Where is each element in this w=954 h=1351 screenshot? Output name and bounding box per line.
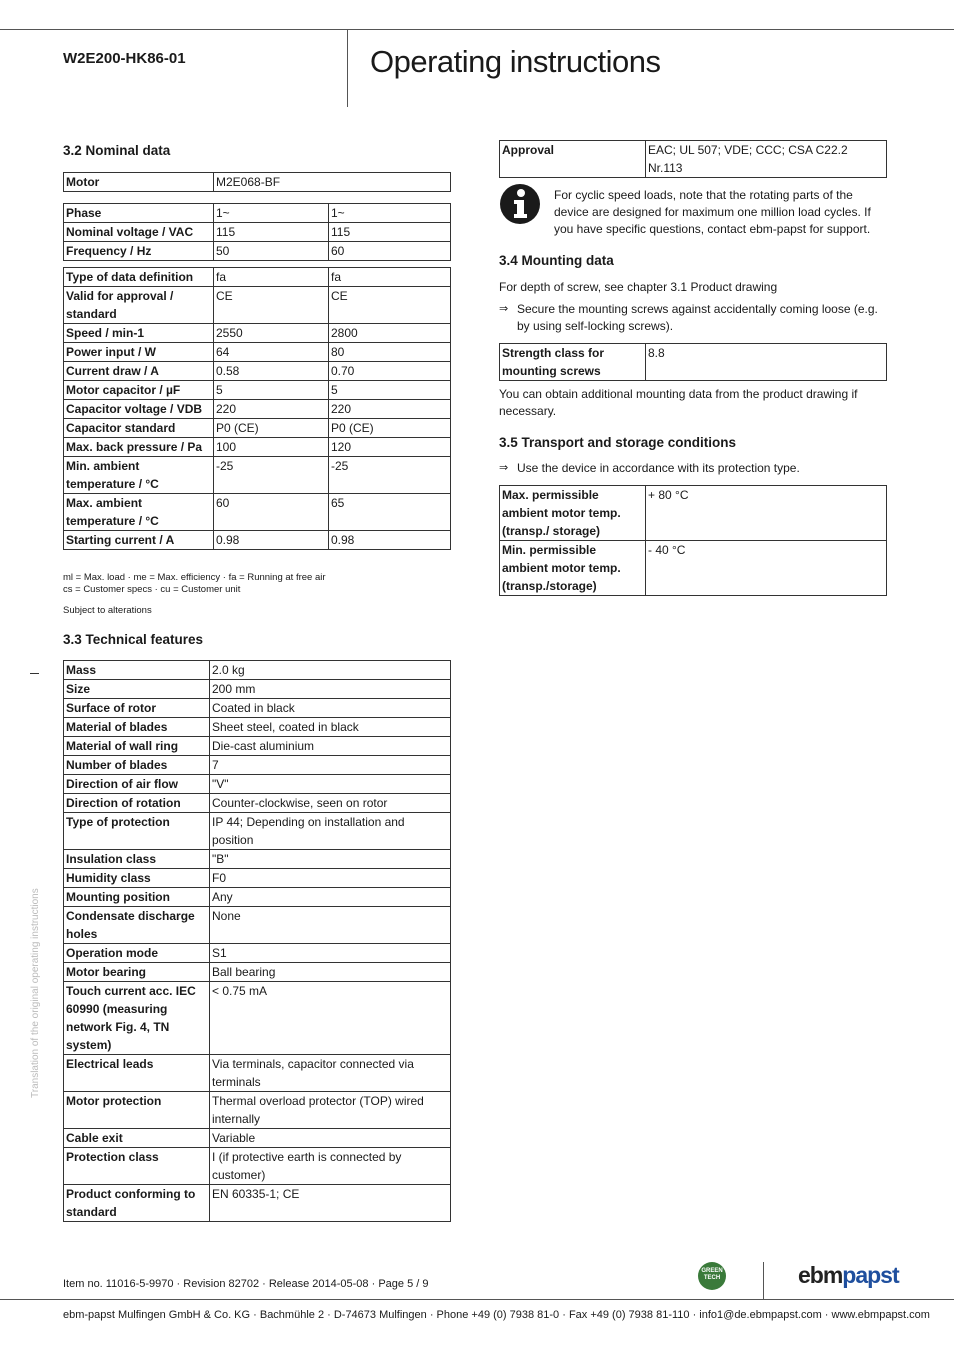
row-label: Mounting position (64, 888, 210, 907)
table-row (64, 204, 451, 223)
table-row (64, 982, 451, 1055)
row-value: IP 44; Depending on installation and position (210, 813, 451, 850)
side-translation-note: Translation of the original operating instructions (30, 888, 41, 1098)
row-value: 1~ (329, 204, 451, 223)
row-value: None (210, 907, 451, 944)
row-label: Valid for approval / standard (64, 287, 214, 324)
row-value: F0 (210, 869, 451, 888)
table-row (64, 223, 451, 242)
mounting-bullet-text: Secure the mounting screws against accidentally coming loose (e.g. by using self-locking screws). (517, 302, 878, 333)
row-label: Current draw / A (64, 362, 214, 381)
legend-line-2: cs = Customer specs · cu = Customer unit (63, 584, 241, 595)
logo-part-ebm: ebm (798, 1262, 843, 1288)
strength-label: Strength class for mounting screws (500, 344, 646, 381)
table-row (64, 1055, 451, 1092)
row-label: Capacitor standard (64, 419, 214, 438)
footer-rule (0, 1299, 954, 1300)
row-value: Any (210, 888, 451, 907)
table-row (64, 907, 451, 944)
header-top-rule (0, 29, 954, 30)
row-label: Surface of rotor (64, 699, 210, 718)
table-row (500, 541, 887, 596)
row-value: 220 (329, 400, 451, 419)
row-value: 0.98 (329, 531, 451, 550)
row-value: 7 (210, 756, 451, 775)
row-label: Speed / min-1 (64, 324, 214, 343)
row-label: Motor protection (64, 1092, 210, 1129)
approval-table (499, 140, 887, 178)
row-value: Via terminals, capacitor connected via terminals (210, 1055, 451, 1092)
nominal-table-b (63, 267, 451, 550)
row-value: + 80 °C (646, 486, 887, 541)
company-address: ebm-papst Mulfingen GmbH & Co. KG · Bachmühle 2 · D-74673 Mulfingen · Phone +49 (0) 7938 81-0 · Fax +49 (0) 7938 81-110 · info1@de.ebmpapst.com · www.ebmpapst.com (63, 1309, 930, 1321)
motor-value: M2E068-BF (214, 173, 451, 192)
row-value: I (if protective earth is connected by customer) (210, 1148, 451, 1185)
table-row (64, 362, 451, 381)
row-value: "B" (210, 850, 451, 869)
row-value: fa (329, 268, 451, 287)
approval-label: Approval (500, 141, 646, 178)
row-value: 60 (329, 242, 451, 261)
row-label: Power input / W (64, 343, 214, 362)
table-row (64, 869, 451, 888)
row-value: 0.58 (214, 362, 329, 381)
row-label: Type of data definition (64, 268, 214, 287)
row-label: Min. ambient temperature / °C (64, 457, 214, 494)
document-title: Operating instructions (370, 44, 661, 79)
row-label: Operation mode (64, 944, 210, 963)
legend-line-1: ml = Max. load · me = Max. efficiency · fa = Running at free air (63, 572, 326, 583)
table-row (500, 344, 887, 381)
transport-bullet-text: Use the device in accordance with its protection type. (517, 461, 800, 475)
row-value: Sheet steel, coated in black (210, 718, 451, 737)
row-value: 65 (329, 494, 451, 531)
nominal-table-a (63, 203, 451, 261)
row-label: Min. permissible ambient motor temp. (transp./storage) (500, 541, 646, 596)
arrow-icon: ⇒ (499, 303, 509, 315)
row-value: 200 mm (210, 680, 451, 699)
row-label: Nominal voltage / VAC (64, 223, 214, 242)
row-value: CE (214, 287, 329, 324)
table-row (64, 324, 451, 343)
row-value: 2800 (329, 324, 451, 343)
row-value: 220 (214, 400, 329, 419)
row-label: Max. ambient temperature / °C (64, 494, 214, 531)
table-row (64, 242, 451, 261)
row-label: Starting current / A (64, 531, 214, 550)
nominal-data-heading: 3.2 Nominal data (63, 143, 171, 158)
row-value: 120 (329, 438, 451, 457)
row-value: fa (214, 268, 329, 287)
row-value: EN 60335-1; CE (210, 1185, 451, 1222)
table-row (64, 494, 451, 531)
greentech-badge (698, 1262, 726, 1290)
row-value: 64 (214, 343, 329, 362)
row-label: Touch current acc. IEC 60990 (measuring network Fig. 4, TN system) (64, 982, 210, 1055)
fold-mark (30, 673, 39, 674)
row-value: 115 (329, 223, 451, 242)
info-icon (499, 183, 541, 225)
row-value: P0 (CE) (329, 419, 451, 438)
footer-divider (763, 1262, 764, 1299)
row-value: 2.0 kg (210, 661, 451, 680)
table-row (64, 457, 451, 494)
ebmpapst-logo (798, 1262, 899, 1289)
row-value: - 40 °C (646, 541, 887, 596)
mounting-intro: For depth of screw, see chapter 3.1 Product drawing (499, 280, 778, 294)
row-label: Max. permissible ambient motor temp. (transp./ storage) (500, 486, 646, 541)
row-label: Material of blades (64, 718, 210, 737)
table-row (64, 1148, 451, 1185)
table-row (64, 1185, 451, 1222)
row-label: Phase (64, 204, 214, 223)
row-label: Size (64, 680, 210, 699)
row-value: Ball bearing (210, 963, 451, 982)
greentech-badge-text: GREEN TECH (701, 1268, 723, 1281)
row-value: P0 (CE) (214, 419, 329, 438)
row-value: 100 (214, 438, 329, 457)
logo-part-papst: papst (842, 1262, 899, 1288)
strength-table (499, 343, 887, 381)
header-divider (347, 29, 348, 107)
table-row (64, 737, 451, 756)
row-value: 0.98 (214, 531, 329, 550)
table-row (64, 419, 451, 438)
table-row (64, 1129, 451, 1148)
row-value: 80 (329, 343, 451, 362)
approval-value: EAC; UL 507; VDE; CCC; CSA C22.2 Nr.113 (646, 141, 887, 178)
row-value: -25 (214, 457, 329, 494)
item-info: Item no. 11016-5-9970 · Revision 82702 · Release 2014-05-08 · Page 5 / 9 (63, 1278, 429, 1290)
table-row (64, 756, 451, 775)
row-value: CE (329, 287, 451, 324)
model-number: W2E200-HK86-01 (63, 50, 186, 67)
technical-features-heading: 3.3 Technical features (63, 632, 204, 647)
row-value: 5 (214, 381, 329, 400)
table-row (64, 381, 451, 400)
technical-features-table (63, 660, 451, 1222)
row-value: < 0.75 mA (210, 982, 451, 1055)
table-row (64, 531, 451, 550)
table-row (64, 718, 451, 737)
transport-heading: 3.5 Transport and storage conditions (499, 435, 737, 450)
row-label: Direction of rotation (64, 794, 210, 813)
row-label: Direction of air flow (64, 775, 210, 794)
row-value: "V" (210, 775, 451, 794)
table-row (64, 963, 451, 982)
row-value: 2550 (214, 324, 329, 343)
table-row (64, 699, 451, 718)
row-label: Mass (64, 661, 210, 680)
row-label: Protection class (64, 1148, 210, 1185)
row-value: S1 (210, 944, 451, 963)
mounting-data-heading: 3.4 Mounting data (499, 253, 614, 268)
table-row (64, 661, 451, 680)
table-row (64, 775, 451, 794)
row-label: Max. back pressure / Pa (64, 438, 214, 457)
row-value: -25 (329, 457, 451, 494)
table-row (64, 268, 451, 287)
table-row (64, 794, 451, 813)
table-row (500, 486, 887, 541)
row-value: 60 (214, 494, 329, 531)
row-label: Cable exit (64, 1129, 210, 1148)
row-value: Die-cast aluminium (210, 737, 451, 756)
row-label: Insulation class (64, 850, 210, 869)
table-row (64, 173, 451, 192)
row-value: 1~ (214, 204, 329, 223)
motor-label: Motor (64, 173, 214, 192)
table-row (64, 1092, 451, 1129)
row-value: Coated in black (210, 699, 451, 718)
row-value: Variable (210, 1129, 451, 1148)
transport-table (499, 485, 887, 596)
table-row (64, 888, 451, 907)
table-row (64, 438, 451, 457)
table-row (64, 813, 451, 850)
subject-to-alterations: Subject to alterations (63, 605, 152, 616)
strength-value: 8.8 (646, 344, 887, 381)
table-row (64, 680, 451, 699)
row-value: 0.70 (329, 362, 451, 381)
table-row (64, 400, 451, 419)
mounting-outro: You can obtain additional mounting data from the product drawing if necessary. (499, 387, 858, 418)
row-value: Counter-clockwise, seen on rotor (210, 794, 451, 813)
row-value: 50 (214, 242, 329, 261)
row-label: Condensate discharge holes (64, 907, 210, 944)
table-row (64, 944, 451, 963)
row-label: Electrical leads (64, 1055, 210, 1092)
arrow-icon: ⇒ (499, 462, 509, 474)
row-value: 5 (329, 381, 451, 400)
row-label: Humidity class (64, 869, 210, 888)
motor-table (63, 172, 451, 192)
row-value: Thermal overload protector (TOP) wired internally (210, 1092, 451, 1129)
row-label: Number of blades (64, 756, 210, 775)
row-label: Capacitor voltage / VDB (64, 400, 214, 419)
info-note: For cyclic speed loads, note that the rotating parts of the device are designed for maximum one million load cycles. If you have specific questions, contact ebm-papst for support. (554, 188, 871, 236)
table-row (64, 850, 451, 869)
transport-bullet (499, 460, 887, 477)
row-label: Motor capacitor / µF (64, 381, 214, 400)
row-value: 115 (214, 223, 329, 242)
row-label: Frequency / Hz (64, 242, 214, 261)
table-row (64, 343, 451, 362)
row-label: Product conforming to standard (64, 1185, 210, 1222)
row-label: Material of wall ring (64, 737, 210, 756)
table-row (500, 141, 887, 178)
mounting-bullet (499, 301, 887, 335)
row-label: Type of protection (64, 813, 210, 850)
table-row (64, 287, 451, 324)
row-label: Motor bearing (64, 963, 210, 982)
